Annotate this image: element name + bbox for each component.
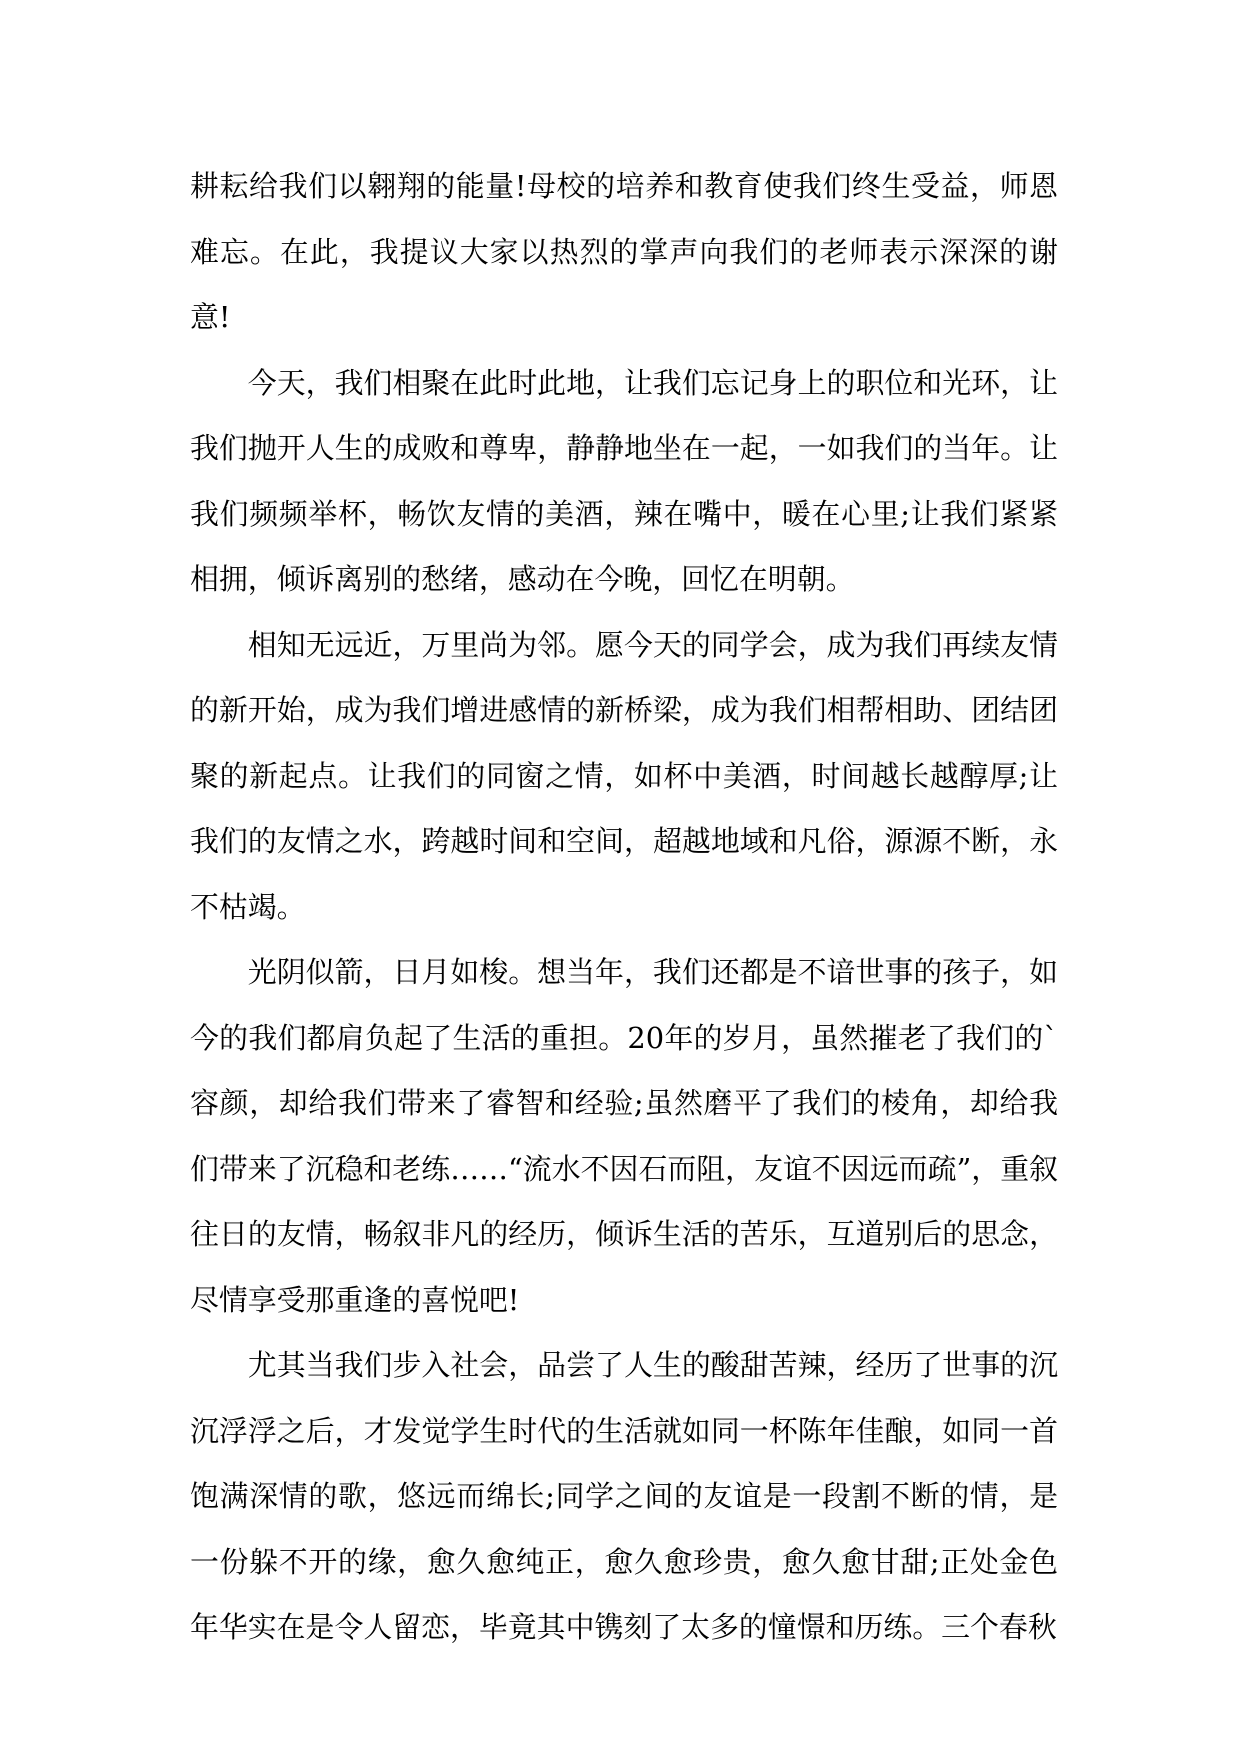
document-body <box>190 154 1058 1661</box>
paragraph-1: 耕耘给我们以翱翔的能量!母校的培养和教育使我们终生受益，师恩难忘。在此，我提议大家以热烈的掌声向我们的老师表示深深的谢意! <box>190 169 1058 334</box>
paragraph-2: 今天，我们相聚在此时此地，让我们忘记身上的职位和光环，让我们抛开人生的成败和尊卑，静静地坐在一起，一如我们的当年。让我们频频举杯，畅饮友情的美酒，辣在嘴中，暖在心里;让我们紧紧相拥，倾诉离别的愁绪，感动在今晚，回忆在明朝。 <box>190 365 1058 596</box>
paragraph-4: 光阴似箭，日月如梭。想当年，我们还都是不谙世事的孩子，如今的我们都肩负起了生活的重担。20年的岁月，虽然摧老了我们的`容颜，却给我们带来了睿智和经验;虽然磨平了我们的棱角，却给我们带来了沉稳和老练……“流水不因石而阻，友谊不因远而疏”，重叙往日的友情，畅叙非凡的经历，倾诉生活的苦乐，互道别后的思念，尽情享受那重逢的喜悦吧! <box>190 955 1058 1317</box>
paragraph-5: 尤其当我们步入社会，品尝了人生的酸甜苦辣，经历了世事的沉沉浮浮之后，才发觉学生时代的生活就如同一杯陈年佳酿，如同一首饱满深情的歌，悠远而绵长;同学之间的友谊是一段割不断的情，是一份躲不开的缘，愈久愈纯正，愈久愈珍贵，愈久愈甘甜;正处金色年华实在是令人留恋，毕竟其中镌刻了太多的憧憬和历练。三个春秋 <box>190 1348 1058 1644</box>
paragraph-3: 相知无远近，万里尚为邻。愿今天的同学会，成为我们再续友情的新开始，成为我们增进感情的新桥梁，成为我们相帮相助、团结团聚的新起点。让我们的同窗之情，如杯中美酒，时间越长越醇厚;让我们的友情之水，跨越时间和空间，超越地域和凡俗，源源不断，永不枯竭。 <box>190 627 1058 924</box>
